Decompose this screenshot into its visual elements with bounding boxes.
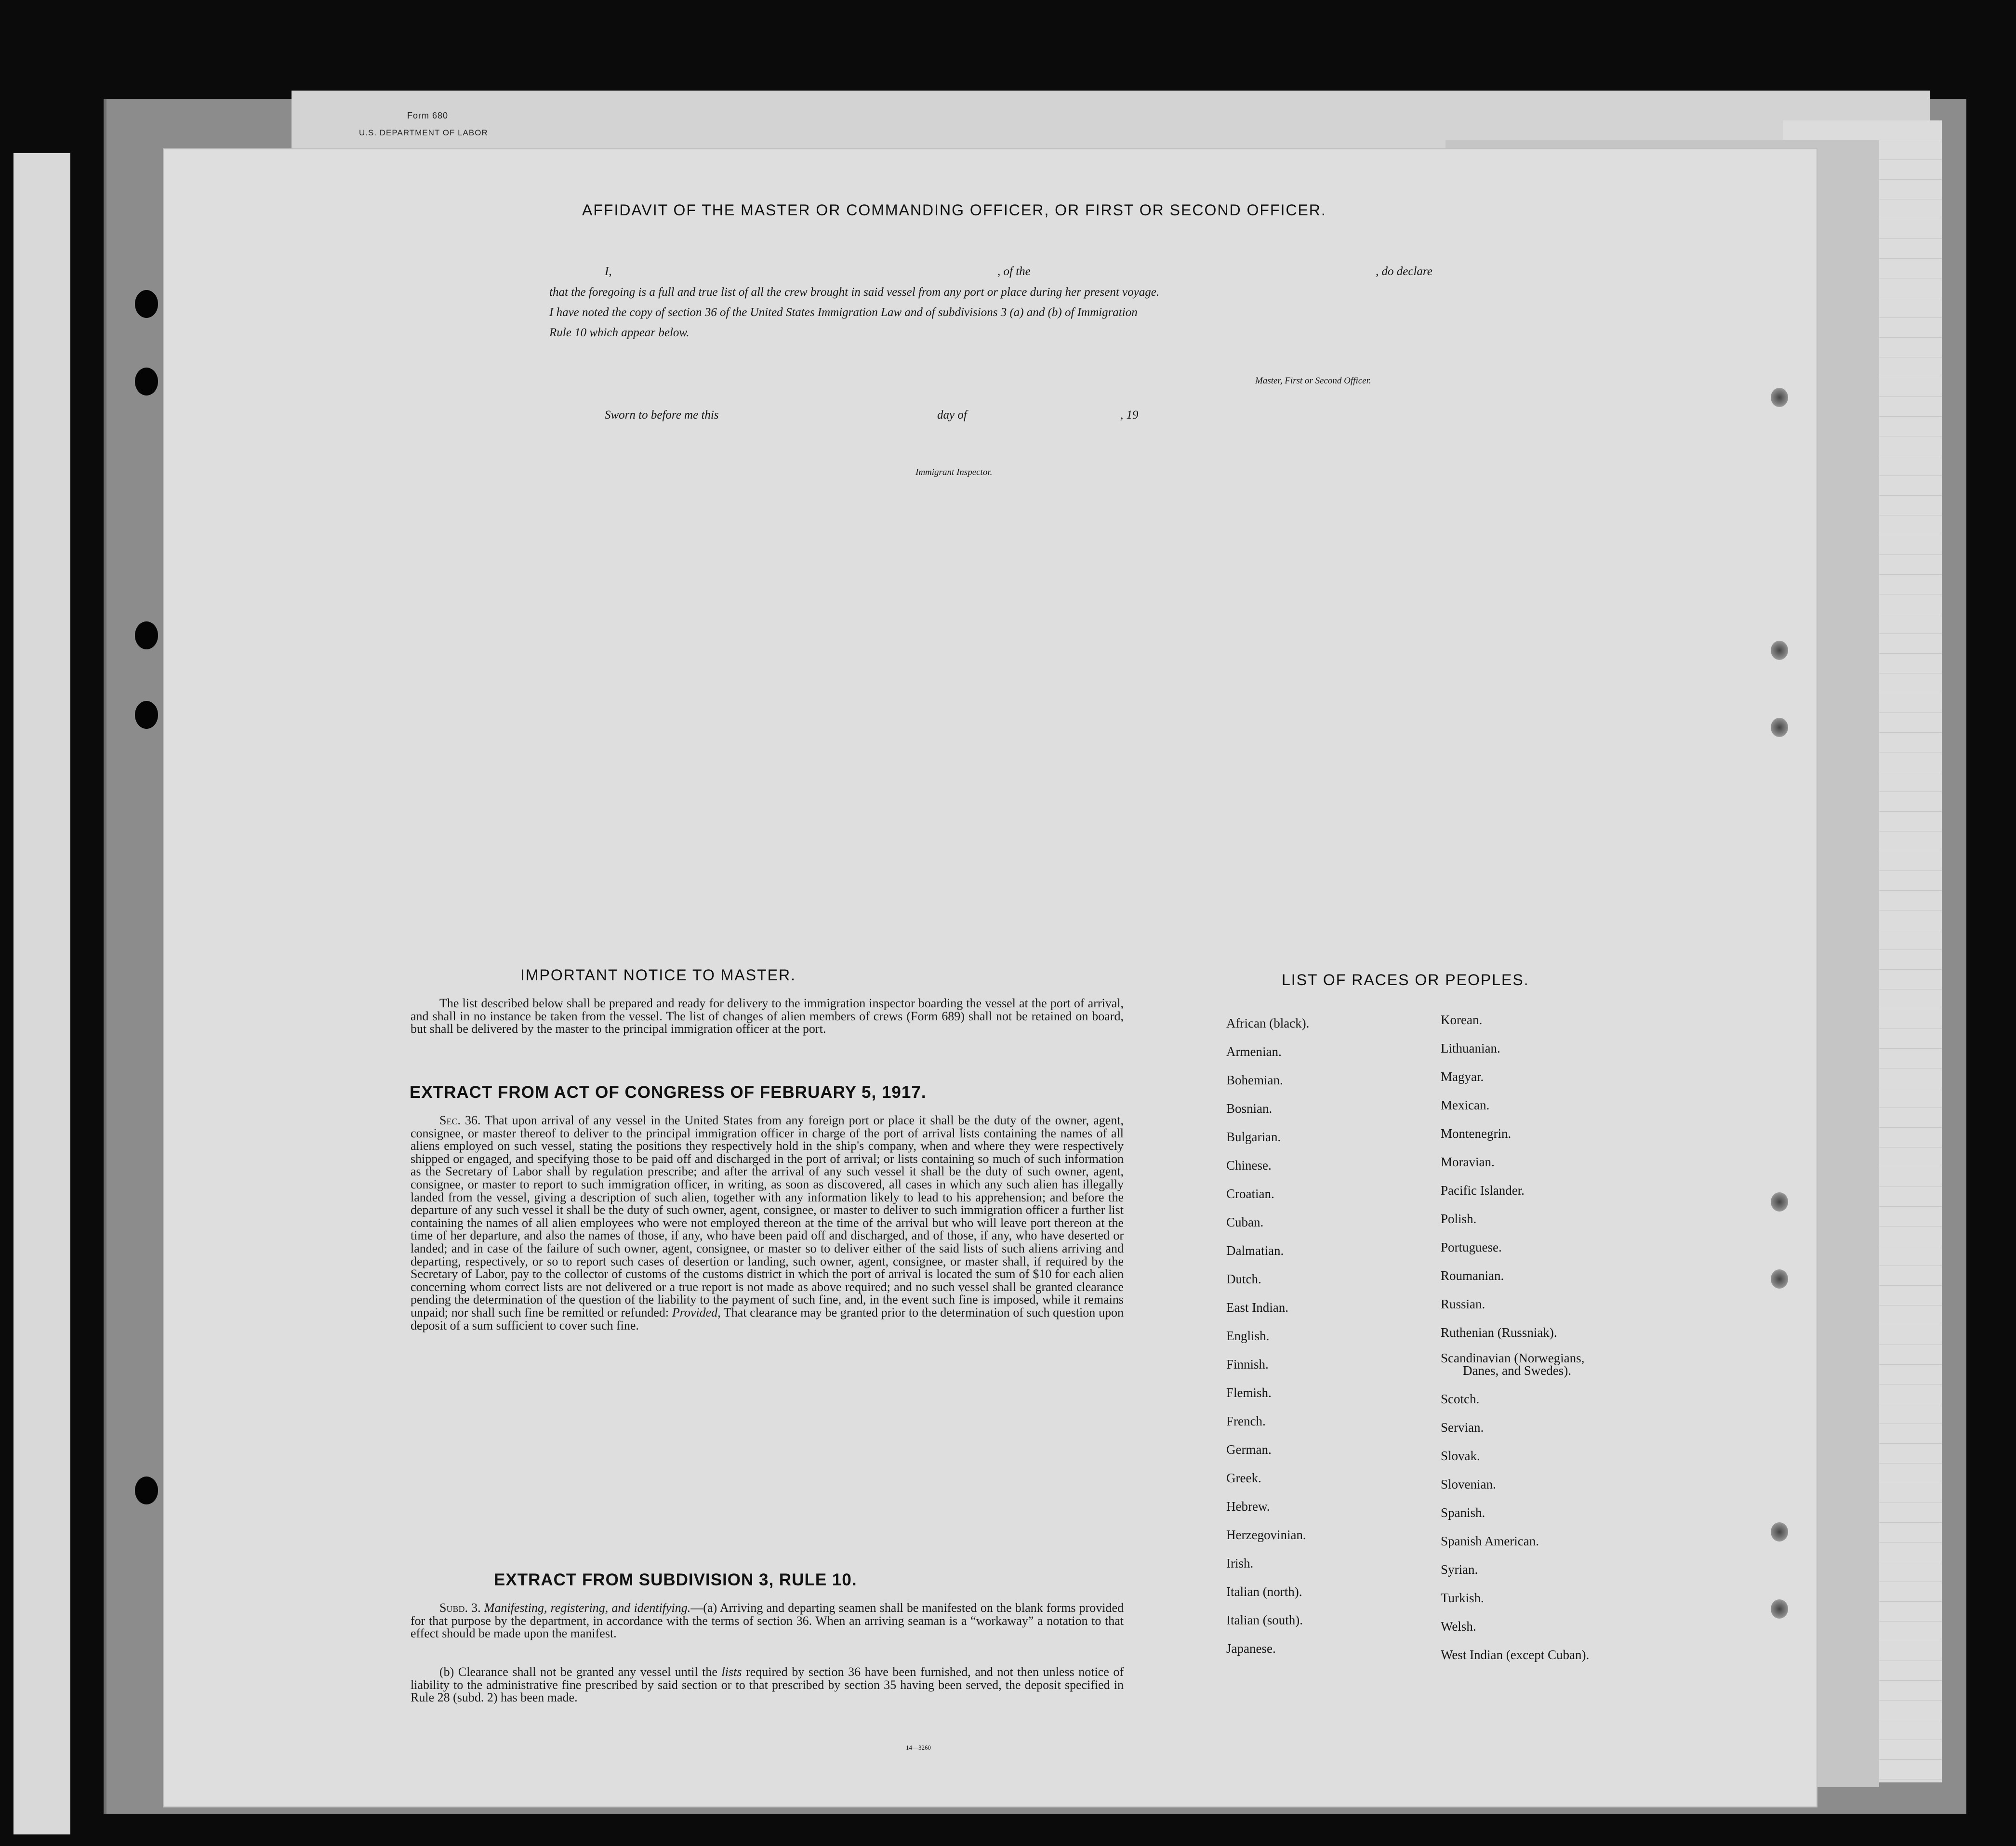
race-item: Herzegovinian. (1226, 1528, 1306, 1542)
race-item: Polish. (1441, 1212, 1477, 1226)
notice-title: IMPORTANT NOTICE TO MASTER. (520, 966, 796, 984)
race-item: Armenian. (1226, 1044, 1282, 1059)
race-item: Bosnian. (1226, 1101, 1273, 1116)
affidavit-do-declare: , do declare (1376, 265, 1432, 278)
affidavit-title: AFFIDAVIT OF THE MASTER OR COMMANDING OFFICER, OR FIRST OR SECOND OFFICER. (582, 201, 1326, 219)
race-item: Croatian. (1226, 1187, 1274, 1201)
race-item: Montenegrin. (1441, 1126, 1512, 1141)
notice-body: The list described below shall be prepared and ready for delivery to the immigration inspector boarding the vessel at the port of arrival, and shall in no instance be taken from the vessel. The list of changes of alien members of crews (Form 689) shall not be retained on board, but shall be delivered by the master to the principal immigration officer at the port. (411, 996, 1124, 1036)
race-item: Spanish. (1441, 1505, 1485, 1520)
right-hole (1771, 1192, 1788, 1212)
race-item: German. (1226, 1442, 1272, 1457)
affidavit-line-3: I have noted the copy of section 36 of the United States Immigration Law and of subdivisions 3 (a) and (b) of Immigration (549, 306, 1138, 319)
affidavit-i: I, (605, 265, 612, 278)
race-item: Irish. (1226, 1556, 1254, 1570)
extract-act-title: EXTRACT FROM ACT OF CONGRESS OF FEBRUARY 5, 1917. (410, 1083, 927, 1102)
section-label: Sec. 36. (439, 1113, 481, 1127)
affidavit-page (164, 149, 1817, 1806)
right-hole (1771, 718, 1788, 737)
rule-para-a (411, 1602, 1124, 1640)
race-item: Dutch. (1226, 1272, 1261, 1286)
race-item: Russian. (1441, 1297, 1485, 1311)
race-item: Spanish American. (1441, 1534, 1539, 1548)
race-item: Bulgarian. (1226, 1130, 1281, 1144)
day-of-label: day of (937, 409, 967, 422)
race-item: Magyar. (1441, 1069, 1484, 1084)
department-label: U.S. DEPARTMENT OF LABOR (359, 128, 488, 137)
affidavit-of-the: , of the (997, 265, 1031, 278)
race-item: Scotch. (1441, 1392, 1480, 1406)
race-item: Chinese. (1226, 1158, 1272, 1173)
race-item: Dalmatian. (1226, 1243, 1284, 1258)
race-item: Hebrew. (1226, 1499, 1270, 1514)
race-item: West Indian (except Cuban). (1441, 1648, 1590, 1662)
extract-act-body (411, 1114, 1124, 1332)
race-item: Portuguese. (1441, 1240, 1502, 1254)
race-item: Turkish. (1441, 1591, 1484, 1605)
race-item: Mexican. (1441, 1098, 1490, 1112)
subd-label: Subd. 3. (439, 1601, 481, 1615)
race-item: Italian (south). (1226, 1613, 1303, 1627)
race-item: Danes, and Swedes). (1463, 1363, 1571, 1378)
section-36-proviso: That clearance may be granted prior to the determination of such question upon deposit of a sum sufficient to cover such fine. (411, 1305, 1124, 1332)
binder-hole (135, 290, 158, 318)
right-hole (1771, 1269, 1788, 1289)
rule-para-b (411, 1666, 1124, 1704)
race-item: Bohemian. (1226, 1073, 1283, 1087)
extract-rule-title: EXTRACT FROM SUBDIVISION 3, RULE 10. (494, 1570, 857, 1589)
proviso-word: Provided, (672, 1305, 721, 1319)
binder-hole (135, 368, 158, 396)
race-item: Moravian. (1441, 1155, 1495, 1169)
master-signature-label: Master, First or Second Officer. (1255, 376, 1371, 386)
para-b-prefix: (b) Clearance shall not be granted any vessel until the (439, 1665, 717, 1679)
print-code: 14—3260 (906, 1744, 931, 1751)
race-item: Roumanian. (1441, 1268, 1504, 1283)
para-b-lists: lists (721, 1665, 742, 1679)
inspector-label: Immigrant Inspector. (915, 467, 993, 477)
year-label: , 19 (1120, 409, 1139, 422)
race-item: Welsh. (1441, 1619, 1476, 1634)
race-item: Finnish. (1226, 1357, 1269, 1371)
form-label: Form 680 (407, 111, 449, 120)
section-36-text: That upon arrival of any vessel in the United States from any foreign port or place it shall be the duty of the owner, agent, consignee, or master thereof to deliver to the principal immigration officer in charge of the port of arrival lists containing the names of all aliens employed on such vessel, stating the positions they respectively hold in the ship's company, when and where they were respectively shipped or engaged, and specifying those to be paid off and discharged in the port of arrival; or lists containing so much of such information as the Secretary of Labor shall by regulation prescribe; and after the arrival of any such vessel it shall be the duty of such owner, agent, consignee, or master to report to such immigration officer, in writing, as soon as discovered, all cases in which any such alien has illegally landed from the vessel, giving a description of such alien, together with any information likely to lead to his apprehension; and before the departure of any such vessel it shall be the duty of such owner, agent, consignee, or master to deliver to such immigration officer a further list containing the names of all alien employees who were not employed thereon at the time of the arrival but who will leave port thereon at the time of her departure, and also the names of those, if any, who have been paid off and discharged, and of those, if any, who have deserted or landed; and in case of the failure of such owner, agent, consignee, or master so to deliver either of the said lists of such aliens arriving and departing, respectively, or so to report such cases of desertion or landing, such owner, agent, consignee, or master shall, if required by the Secretary of Labor, pay to the collector of customs of the customs district in which the port of arrival is located the sum of $10 for each alien concerning whom correct lists are not delivered or a true report is not made as above required; and no such vessel shall be granted clearance pending the determination of the question of the liability to the payment of such fine, and, in the event such fine is imposed, while it remains unpaid; nor shall such fine be remitted or refunded: (411, 1113, 1124, 1319)
race-item: Japanese. (1226, 1641, 1276, 1656)
sworn-label: Sworn to before me this (605, 409, 719, 422)
affidavit-line-2: that the foregoing is a full and true list of all the crew brought in said vessel from any port or place during her present voyage. (549, 286, 1160, 299)
binder-hole (135, 621, 158, 649)
binder-hole (135, 1477, 158, 1504)
race-item: Korean. (1441, 1013, 1483, 1027)
race-item: East Indian. (1226, 1300, 1288, 1315)
affidavit-line-4: Rule 10 which appear below. (549, 326, 690, 339)
race-item: Slovak. (1441, 1449, 1480, 1463)
race-item: Slovenian. (1441, 1477, 1496, 1491)
right-hole (1771, 388, 1788, 407)
right-hole (1771, 1522, 1788, 1542)
left-page-edge (13, 153, 70, 1834)
race-item: Servian. (1441, 1420, 1484, 1435)
race-item: African (black). (1226, 1016, 1310, 1030)
race-item: Pacific Islander. (1441, 1183, 1525, 1198)
race-item: Ruthenian (Russniak). (1441, 1325, 1557, 1340)
race-item: Scandinavian (Norwegians, (1441, 1351, 1585, 1365)
para-a-text: —(a) Arriving and departing seamen shall be manifested on the blank forms provided for that purpose by the department, in accordance with the terms of section 36. When an arriving seaman is a “workaway” a notation to that effect should be made upon the manifest. (411, 1601, 1124, 1641)
race-item: French. (1226, 1414, 1266, 1428)
right-hole (1771, 1599, 1788, 1619)
race-item: Flemish. (1226, 1385, 1272, 1400)
race-item: Syrian. (1441, 1562, 1478, 1577)
race-item: English. (1226, 1329, 1270, 1343)
para-b-text: required by section 36 have been furnished, and not then unless notice of liability to the administrative fine prescribed by said section or to that prescribed by section 35 having been served, the deposit specified in Rule 28 (subd. 2) has been made. (411, 1665, 1124, 1705)
race-item: Lithuanian. (1441, 1041, 1500, 1055)
right-hole (1771, 641, 1788, 660)
races-title: LIST OF RACES OR PEOPLES. (1282, 971, 1529, 989)
race-item: Italian (north). (1226, 1584, 1302, 1599)
race-item: Greek. (1226, 1471, 1261, 1485)
race-item: Cuban. (1226, 1215, 1264, 1229)
binder-hole (135, 701, 158, 729)
subd-heading: Manifesting, registering, and identifying. (484, 1601, 691, 1615)
